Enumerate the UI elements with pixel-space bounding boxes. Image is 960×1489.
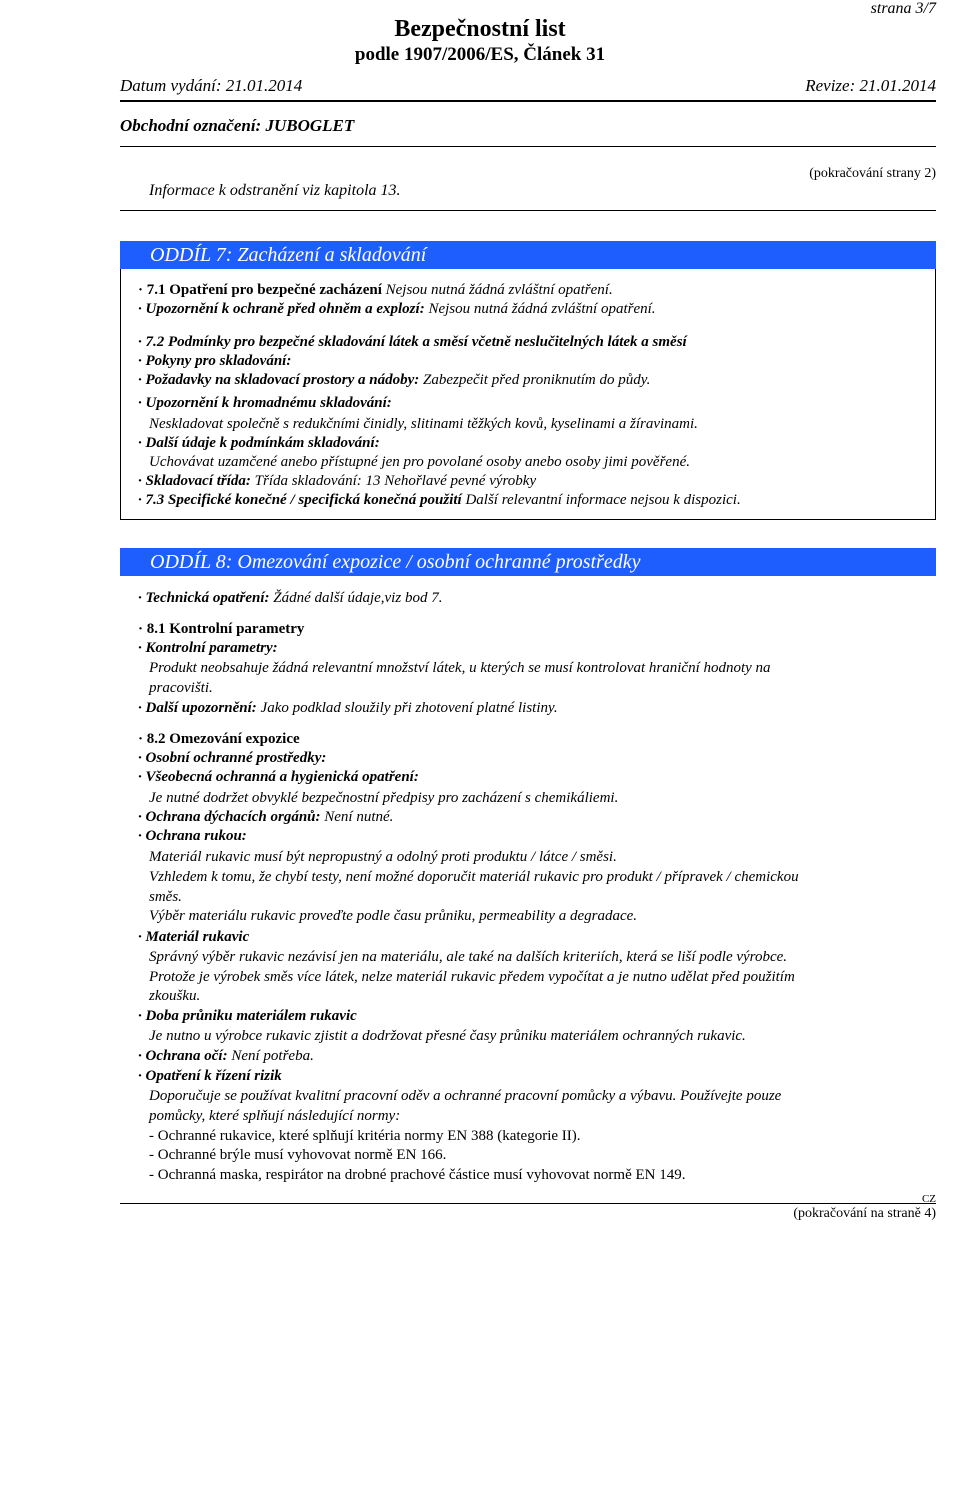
page-number: strana 3/7 [870, 0, 936, 17]
s8-eye-protection: · Ochrana očí: Není potřeba. [138, 1048, 314, 1064]
s8-control-params: · Kontrolní parametry: [138, 640, 278, 656]
s8-8-1: · 8.1 Kontrolní parametry [138, 621, 305, 637]
intro-text: Informace k odstranění viz kapitola 13. [149, 182, 401, 199]
s7-line-7: Neskladovat společně s redukčními činidly, slitinami těžkých kovů, kyselinami a žíravinami. [149, 416, 698, 432]
s8-control-text-1: Produkt neobsahuje žádná relevantní množství látek, u kterých se musí kontrolovat hraniční hodnoty na [149, 660, 771, 676]
section-7-border [120, 269, 121, 519]
s8-glove-text-2: Protože je výrobek směs více látek, nelze materiál rukavic předem vypočítat a je nutno udělat před použitím [149, 969, 795, 985]
s8-hand-protection: · Ochrana rukou: [138, 828, 247, 844]
s7-line-5: · Požadavky na skladovací prostory a nádoby: Zabezpečit před proniknutím do půdy. [138, 372, 651, 388]
s7-line-6: · Upozornění k hromadnému skladování: [138, 395, 392, 411]
section-8-heading: ODDÍL 8: Omezování expozice / osobní ochranné prostředky [120, 548, 936, 576]
s8-ppe: · Osobní ochranné prostředky: [138, 750, 327, 766]
issue-date: Datum vydání: 21.01.2014 [120, 76, 303, 95]
s7-line-11: · 7.3 Specifické konečné / specifická konečná použití Další relevantní informace nejsou k dispozici. [138, 492, 741, 508]
s7-line-10: · Skladovací třída: Třída skladování: 13 Nehořlavé pevné výrobky [138, 473, 537, 489]
intro-divider [120, 210, 936, 211]
s8-hand-text-1: Materiál rukavic musí být nepropustný a odolný proti produktu / látce / směsi. [149, 849, 617, 865]
s8-respiratory: · Ochrana dýchacích orgánů: Není nutné. [138, 809, 394, 825]
s8-hand-text-4: Výběr materiálu rukavic proveďte podle času průniku, permeability a degradace. [149, 908, 638, 924]
footer-divider [120, 1203, 936, 1204]
s7-line-2: · Upozornění k ochraně před ohněm a explozí: Nejsou nutná žádná zvláštní opatření. [138, 301, 656, 317]
s8-risk-text-2: pomůcky, které splňují následující normy: [149, 1108, 401, 1124]
s7-line-1: · 7.1 Opatření pro bezpečné zacházení Nejsou nutná žádná zvláštní opatření. [138, 282, 613, 298]
document-title: Bezpečnostní list [394, 16, 566, 42]
trade-name: Obchodní označení: JUBOGLET [120, 116, 355, 135]
s8-risk-text-1: Doporučuje se používat kvalitní pracovní oděv a ochranné pracovní pomůcky a výbavu. Používejte pouze [149, 1088, 782, 1104]
continued-from: (pokračování strany 2) [809, 166, 936, 181]
continued-to: (pokračování na straně 4) [793, 1206, 936, 1221]
header-divider [120, 100, 936, 102]
section-7-border-right [935, 269, 936, 519]
s7-line-4: · Pokyny pro skladování: [138, 353, 292, 369]
s8-risk-text-4: - Ochranné brýle musí vyhovovat normě EN 166. [149, 1147, 447, 1163]
s8-further-notes: · Další upozornění: Jako podklad sloužily při zhotovení platné listiny. [138, 700, 558, 716]
s8-risk-text-3: - Ochranné rukavice, které splňují kritéria normy EN 388 (kategorie II). [149, 1128, 581, 1144]
s8-8-2: · 8.2 Omezování expozice [138, 731, 300, 747]
s8-control-text-2: pracovišti. [149, 680, 213, 696]
s8-penetration: · Doba průniku materiálem rukavic [138, 1008, 357, 1024]
document-subtitle: podle 1907/2006/ES, Článek 31 [354, 44, 606, 65]
s8-technical: · Technická opatření: Žádné další údaje,viz bod 7. [138, 590, 443, 606]
s8-glove-material: · Materiál rukavic [138, 929, 250, 945]
s8-glove-text-3: zkoušku. [149, 988, 201, 1004]
language-code: CZ [921, 1193, 936, 1205]
s8-hygiene: · Všeobecná ochranná a hygienická opatření: [138, 769, 419, 785]
s8-hand-text-2: Vzhledem k tomu, že chybí testy, není možné doporučit materiál rukavic pro produkt / přípravek / chemickou [149, 869, 799, 885]
s8-penetration-text: Je nutno u výrobce rukavic zjistit a dodržovat přesné časy průniku materiálem ochranných rukavic. [149, 1028, 746, 1044]
s8-risk-management: · Opatření k řízení rizik [138, 1068, 282, 1084]
s7-line-3: · 7.2 Podmínky pro bezpečné skladování látek a směsí včetně neslučitelných látek a směsí [138, 334, 687, 350]
section-7-bottom [120, 519, 936, 520]
s7-line-8: · Další údaje k podmínkám skladování: [138, 435, 380, 451]
s8-glove-text-1: Správný výběr rukavic nezávisí jen na materiálu, ale také na dalších kriteriích, která se liší podle výrobce. [149, 949, 788, 965]
s7-line-9: Uchovávat uzamčené anebo přístupné jen pro povolané osoby anebo osoby jimi pověřené. [149, 454, 690, 470]
s8-hand-text-3: směs. [149, 889, 182, 905]
trade-divider [120, 146, 936, 147]
section-7-heading: ODDÍL 7: Zacházení a skladování [120, 241, 936, 269]
s8-hygiene-text: Je nutné dodržet obvyklé bezpečnostní předpisy pro zacházení s chemikáliemi. [149, 790, 619, 806]
s8-risk-text-5: - Ochranná maska, respirátor na drobné prachové částice musí vyhovovat normě EN 149. [149, 1167, 686, 1183]
revision-date: Revize: 21.01.2014 [805, 76, 936, 95]
